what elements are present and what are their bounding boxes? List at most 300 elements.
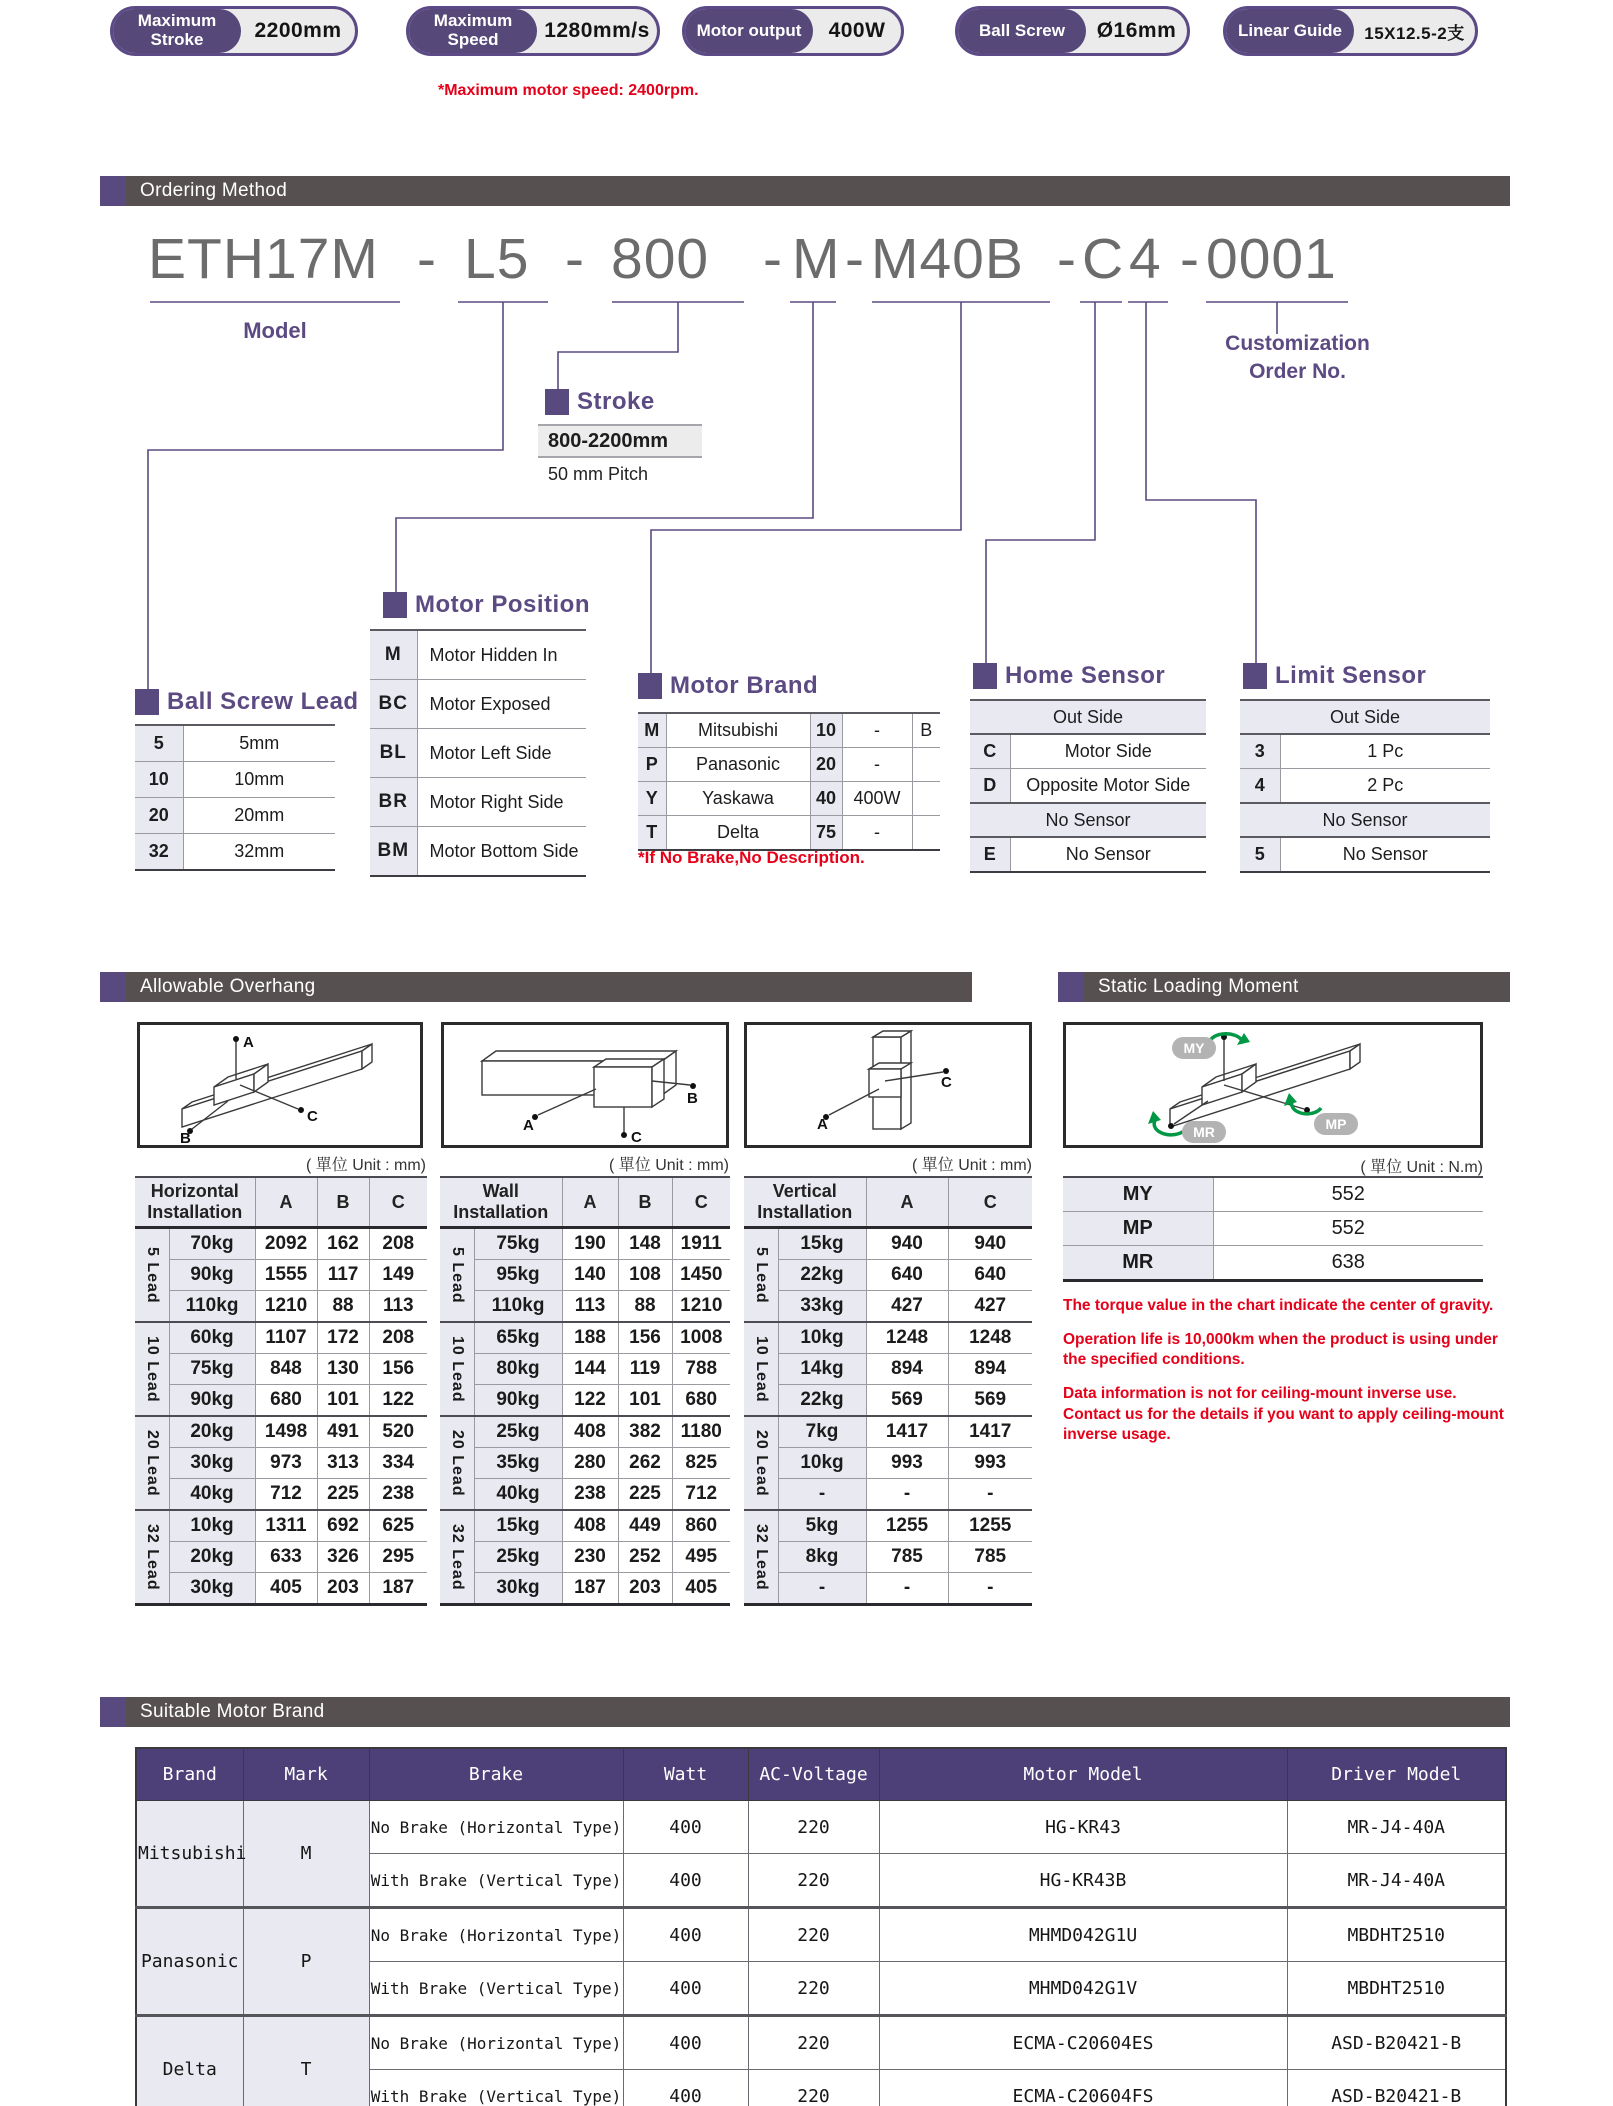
moment-label-mp: MP — [1325, 1116, 1347, 1132]
cell: 122 — [369, 1385, 427, 1417]
cell: 10kg — [169, 1510, 255, 1542]
code-dash: - — [417, 227, 437, 291]
note: Operation life is 10,000km when the product is using under the specified conditions. — [1063, 1331, 1498, 1369]
cell: With Brake (Vertical Type) — [369, 1962, 623, 2016]
section-accent-square — [100, 1697, 126, 1727]
col-header: C — [672, 1177, 730, 1228]
cell: MR-J4-40A — [1287, 1854, 1506, 1908]
section-bar-allowable-overhang — [100, 972, 972, 1002]
table-row — [440, 1354, 730, 1385]
cell: 3 — [1240, 734, 1280, 769]
customization-label — [1195, 330, 1400, 387]
cell: 75kg — [169, 1354, 255, 1385]
cell: 156 — [369, 1354, 427, 1385]
badge-label: Maximum Speed — [409, 9, 537, 53]
home-sensor-table — [970, 699, 1206, 873]
badge-value: Ø16mm — [1096, 19, 1177, 42]
home-sensor-heading — [973, 662, 1165, 690]
table-row — [135, 1510, 427, 1542]
cell: 5mm — [183, 725, 335, 762]
badge-label: Ball Screw — [958, 9, 1086, 53]
cell: BM — [370, 827, 417, 877]
table-row — [1240, 734, 1490, 769]
cell: 25kg — [474, 1542, 562, 1573]
cell: 825 — [672, 1448, 730, 1479]
table-row — [970, 734, 1206, 769]
cell: 230 — [562, 1542, 618, 1573]
code-motor-pos: M — [792, 227, 841, 291]
table-row — [744, 1416, 1032, 1448]
lead-label: 10 Lead — [440, 1322, 474, 1416]
cell: M — [370, 630, 417, 680]
table-row — [135, 762, 335, 798]
cell: 973 — [255, 1448, 317, 1479]
table-row — [136, 1908, 1506, 1962]
section-accent-square — [100, 972, 126, 1002]
table-row — [370, 680, 586, 729]
cell: 400 — [623, 2016, 748, 2070]
table-row — [135, 1260, 427, 1291]
table-row — [135, 1479, 427, 1511]
cell: 1248 — [948, 1322, 1032, 1354]
badge-linear-guide — [1223, 6, 1478, 56]
cell: 552 — [1213, 1212, 1483, 1246]
cell: 20 — [135, 798, 183, 834]
table-row — [135, 834, 335, 871]
cell: 33kg — [778, 1291, 866, 1323]
cell: 940 — [948, 1228, 1032, 1260]
cell: 4 — [1240, 769, 1280, 804]
cell: MHMD042G1V — [879, 1962, 1287, 2016]
badge-max-speed — [406, 6, 660, 56]
cell: 10 — [810, 713, 842, 748]
cell: 1911 — [672, 1228, 730, 1260]
table-header-row — [440, 1177, 730, 1228]
cell: 940 — [866, 1228, 948, 1260]
cell-brand: Mitsubishi — [136, 1801, 243, 1908]
table-row — [744, 1510, 1032, 1542]
table-row — [1240, 803, 1490, 837]
overhang-diagram-vertical — [744, 1022, 1032, 1148]
customization-line2: Order No. — [1249, 360, 1346, 384]
cell: 520 — [369, 1416, 427, 1448]
ball-screw-lead-heading — [135, 688, 359, 716]
stroke-heading — [545, 388, 655, 416]
table-row — [440, 1510, 730, 1542]
table-row — [744, 1322, 1032, 1354]
cell: 313 — [317, 1448, 369, 1479]
code-dash: - — [1180, 227, 1200, 291]
cell: 238 — [562, 1479, 618, 1511]
cell: 400 — [623, 1908, 748, 1962]
unit-label-nm: ( 單位 Unit : N.m) — [1360, 1159, 1483, 1176]
cell: 788 — [672, 1354, 730, 1385]
cell: Y — [638, 782, 666, 816]
cell: 1255 — [948, 1510, 1032, 1542]
cell: 220 — [748, 2070, 879, 2106]
cell: 405 — [672, 1573, 730, 1605]
cell: 20kg — [169, 1542, 255, 1573]
cell: Opposite Motor Side — [1010, 769, 1206, 804]
cell: 7kg — [778, 1416, 866, 1448]
ball-screw-lead-table — [135, 724, 335, 871]
table-row — [744, 1479, 1032, 1511]
cell: 400 — [623, 1801, 748, 1854]
axis-label-c: C — [941, 1074, 952, 1091]
cell: 382 — [618, 1416, 672, 1448]
axis-label-b: B — [180, 1130, 191, 1145]
cell: 1555 — [255, 1260, 317, 1291]
section-accent-square — [100, 176, 126, 206]
cell: 993 — [866, 1448, 948, 1479]
table-row — [970, 803, 1206, 837]
section-accent-square — [1058, 972, 1084, 1002]
table-title: Horizontal Installation — [135, 1177, 255, 1228]
cell: Delta — [666, 816, 810, 851]
cell: No Brake (Horizontal Type) — [369, 2016, 623, 2070]
cell: 75kg — [474, 1228, 562, 1260]
table-row — [970, 837, 1206, 872]
cell-mark: P — [243, 1908, 369, 2016]
cell: 2092 — [255, 1228, 317, 1260]
cell: MBDHT2510 — [1287, 1962, 1506, 2016]
cell: 190 — [562, 1228, 618, 1260]
cell-mark: T — [243, 2016, 369, 2106]
cell: 20mm — [183, 798, 335, 834]
table-row — [440, 1291, 730, 1323]
cell: 262 — [618, 1448, 672, 1479]
table-row — [970, 769, 1206, 804]
badge-value: 2200mm — [254, 19, 342, 42]
col-header: B — [317, 1177, 369, 1228]
cell: 10 — [135, 762, 183, 798]
badge-value: 15X12.5-2支 — [1364, 23, 1465, 43]
cell: - — [778, 1479, 866, 1511]
cell: 400W — [842, 782, 912, 816]
stroke-range: 800-2200mm — [538, 424, 702, 458]
cell: 1498 — [255, 1416, 317, 1448]
cell: 680 — [672, 1385, 730, 1417]
table-header-row — [135, 1177, 427, 1228]
cell: MY — [1063, 1177, 1213, 1212]
table-row — [440, 1322, 730, 1354]
table-header-row — [744, 1177, 1032, 1228]
motor-brand-heading — [638, 672, 818, 700]
cell: 119 — [618, 1354, 672, 1385]
cell: 130 — [317, 1354, 369, 1385]
table-row — [744, 1385, 1032, 1417]
table-row — [744, 1448, 1032, 1479]
cell: 640 — [948, 1260, 1032, 1291]
table-row — [1063, 1177, 1483, 1212]
cell: 101 — [618, 1385, 672, 1417]
table-title: Wall Installation — [440, 1177, 562, 1228]
motor-brand-table — [638, 712, 940, 851]
cell: 1008 — [672, 1322, 730, 1354]
cell — [912, 816, 940, 851]
section-title: Ordering Method — [140, 180, 288, 201]
cell: 110kg — [474, 1291, 562, 1323]
unit-label: ( 單位 Unit : mm) — [306, 1157, 426, 1174]
lead-label: 32 Lead — [744, 1510, 778, 1605]
badge-max-stroke — [110, 6, 358, 56]
cell: HG-KR43 — [879, 1801, 1287, 1854]
cell: 326 — [317, 1542, 369, 1573]
cell: 22kg — [778, 1385, 866, 1417]
badge-label: Motor output — [685, 9, 813, 53]
cell: 5 — [1240, 837, 1280, 872]
cell: 625 — [369, 1510, 427, 1542]
cell: - — [866, 1479, 948, 1511]
badge-label: Maximum Stroke — [113, 9, 241, 53]
lead-label: 32 Lead — [135, 1510, 169, 1605]
unit-label: ( 單位 Unit : mm) — [912, 1157, 1032, 1174]
cell: - — [948, 1479, 1032, 1511]
cell: 113 — [369, 1291, 427, 1323]
table-row — [135, 1573, 427, 1605]
col-header: A — [866, 1177, 948, 1228]
horizontal-rail-drawing — [140, 1025, 420, 1145]
table-row — [970, 700, 1206, 734]
cell: 30kg — [169, 1573, 255, 1605]
table-row — [135, 1542, 427, 1573]
cell: 122 — [562, 1385, 618, 1417]
heading-title: Stroke — [577, 388, 655, 415]
cell: 88 — [317, 1291, 369, 1323]
cell: 569 — [948, 1385, 1032, 1417]
col-header: Watt — [623, 1748, 748, 1801]
table-row — [1240, 769, 1490, 804]
axis-label-a: A — [817, 1116, 828, 1133]
cell: 449 — [618, 1510, 672, 1542]
cell: 220 — [748, 1962, 879, 2016]
cell: 638 — [1213, 1246, 1483, 1281]
cell: 785 — [948, 1542, 1032, 1573]
cell-mark: M — [243, 1801, 369, 1908]
col-header: C — [948, 1177, 1032, 1228]
cell: 117 — [317, 1260, 369, 1291]
cell-brand: Panasonic — [136, 1908, 243, 2016]
section-title: Static Loading Moment — [1098, 976, 1299, 997]
cell: 88 — [618, 1291, 672, 1323]
code-dash: - — [845, 227, 865, 291]
cell: - — [842, 713, 912, 748]
table-row — [135, 1416, 427, 1448]
cell: 1255 — [866, 1510, 948, 1542]
cell: 860 — [672, 1510, 730, 1542]
cell: ASD-B20421-B — [1287, 2016, 1506, 2070]
cell-group-header: No Sensor — [1240, 803, 1490, 837]
table-row — [440, 1416, 730, 1448]
cell: - — [778, 1573, 866, 1605]
cell: 1417 — [866, 1416, 948, 1448]
heading-title: Limit Sensor — [1275, 662, 1427, 689]
table-row — [638, 816, 940, 851]
cell: 40kg — [474, 1479, 562, 1511]
table-row — [135, 798, 335, 834]
customization-line1: Customization — [1225, 332, 1370, 355]
cell: 188 — [562, 1322, 618, 1354]
cell: BC — [370, 680, 417, 729]
table-header-row — [136, 1748, 1506, 1801]
col-header: Driver Model — [1287, 1748, 1506, 1801]
cell: 680 — [255, 1385, 317, 1417]
table-row — [370, 827, 586, 877]
cell: BR — [370, 778, 417, 827]
cell: 15kg — [474, 1510, 562, 1542]
cell: 65kg — [474, 1322, 562, 1354]
lead-label: 10 Lead — [135, 1322, 169, 1416]
moment-label-mr: MR — [1193, 1124, 1215, 1140]
cell: 220 — [748, 2016, 879, 2070]
cell: 252 — [618, 1542, 672, 1573]
note: Data information is not for ceiling-mount inverse use. Contact us for the details if you want to apply ceiling-mount inverse usage. — [1063, 1385, 1504, 1443]
cell: 280 — [562, 1448, 618, 1479]
table-row — [440, 1260, 730, 1291]
cell: 187 — [369, 1573, 427, 1605]
cell — [912, 782, 940, 816]
axis-label-c: C — [631, 1129, 642, 1145]
table-row — [135, 1228, 427, 1260]
cell: 113 — [562, 1291, 618, 1323]
motor-position-heading — [383, 591, 590, 619]
cell: M — [638, 713, 666, 748]
vertical-installation-table — [744, 1176, 1032, 1606]
cell: 20kg — [169, 1416, 255, 1448]
cell: - — [842, 748, 912, 782]
cell: D — [970, 769, 1010, 804]
cell: 40 — [810, 782, 842, 816]
heading-square — [545, 389, 569, 415]
cell: 140 — [562, 1260, 618, 1291]
badge-label: Linear Guide — [1226, 9, 1354, 53]
static-loading-moment-table — [1063, 1176, 1483, 1282]
cell: 220 — [748, 1854, 879, 1908]
table-row — [370, 729, 586, 778]
lead-label: 5 Lead — [135, 1228, 169, 1323]
cell: 32mm — [183, 834, 335, 871]
cell: 692 — [317, 1510, 369, 1542]
cell: MHMD042G1U — [879, 1908, 1287, 1962]
unit-label: ( 單位 Unit : mm) — [609, 1157, 729, 1174]
col-header: Mark — [243, 1748, 369, 1801]
table-row — [744, 1354, 1032, 1385]
cell: 156 — [618, 1322, 672, 1354]
cell: Yaskawa — [666, 782, 810, 816]
cell: BL — [370, 729, 417, 778]
cell: ECMA-C20604ES — [879, 2016, 1287, 2070]
cell: Motor Left Side — [417, 729, 586, 778]
lead-label: 5 Lead — [440, 1228, 474, 1323]
cell: 30kg — [169, 1448, 255, 1479]
code-motor-brand: M40B — [871, 227, 1024, 291]
cell: 14kg — [778, 1354, 866, 1385]
cell: MP — [1063, 1212, 1213, 1246]
cell: 15kg — [778, 1228, 866, 1260]
table-row — [136, 1801, 1506, 1854]
cell: C — [970, 734, 1010, 769]
cell: 712 — [672, 1479, 730, 1511]
motor-speed-note: *Maximum motor speed: 2400rpm. — [438, 82, 699, 99]
cell: T — [638, 816, 666, 851]
code-limit-sensor: 4 — [1129, 227, 1162, 291]
code-home-sensor: C — [1082, 227, 1125, 291]
cell: 295 — [369, 1542, 427, 1573]
horizontal-installation-table — [135, 1176, 427, 1606]
cell: 405 — [255, 1573, 317, 1605]
cell: 110kg — [169, 1291, 255, 1323]
cell: HG-KR43B — [879, 1854, 1287, 1908]
cell-group-header: No Sensor — [970, 803, 1206, 837]
table-row — [744, 1573, 1032, 1605]
table-row — [638, 782, 940, 816]
col-header: Brand — [136, 1748, 243, 1801]
cell: 1450 — [672, 1260, 730, 1291]
cell: 220 — [748, 1801, 879, 1854]
cell: 30kg — [474, 1573, 562, 1605]
col-header: A — [562, 1177, 618, 1228]
cell: MR — [1063, 1246, 1213, 1281]
cell: 427 — [866, 1291, 948, 1323]
table-row — [440, 1479, 730, 1511]
cell: - — [948, 1573, 1032, 1605]
cell: No Sensor — [1010, 837, 1206, 872]
cell: With Brake (Vertical Type) — [369, 2070, 623, 2106]
cell: Motor Exposed — [417, 680, 586, 729]
code-dash: - — [763, 227, 783, 291]
axis-label-b: B — [687, 1090, 698, 1107]
cell: Motor Hidden In — [417, 630, 586, 680]
col-header: B — [618, 1177, 672, 1228]
cell: MR-J4-40A — [1287, 1801, 1506, 1854]
heading-square — [638, 673, 662, 699]
cell: 894 — [948, 1354, 1032, 1385]
section-bar-suitable-motor-brand — [100, 1697, 1510, 1727]
cell: 408 — [562, 1416, 618, 1448]
table-row — [744, 1542, 1032, 1573]
table-row — [135, 725, 335, 762]
cell: ASD-B20421-B — [1287, 2070, 1506, 2106]
cell: E — [970, 837, 1010, 872]
note: The torque value in the chart indicate the center of gravity. — [1063, 1297, 1494, 1314]
cell: ECMA-C20604FS — [879, 2070, 1287, 2106]
cell: 90kg — [169, 1260, 255, 1291]
cell: 10kg — [778, 1322, 866, 1354]
suitable-motor-brand-table — [135, 1747, 1505, 2106]
lead-label: 10 Lead — [744, 1322, 778, 1416]
heading-title: Motor Brand — [670, 672, 819, 699]
cell: With Brake (Vertical Type) — [369, 1854, 623, 1908]
heading-square — [383, 592, 407, 618]
table-row — [440, 1542, 730, 1573]
heading-title: Ball Screw Lead — [167, 688, 359, 715]
lead-label: 20 Lead — [440, 1416, 474, 1510]
cell: 187 — [562, 1573, 618, 1605]
cell: Motor Bottom Side — [417, 827, 586, 877]
cell: Panasonic — [666, 748, 810, 782]
cell: 993 — [948, 1448, 1032, 1479]
cell: 894 — [866, 1354, 948, 1385]
table-row — [440, 1448, 730, 1479]
cell: 203 — [618, 1573, 672, 1605]
cell: Mitsubishi — [666, 713, 810, 748]
cell: Motor Right Side — [417, 778, 586, 827]
cell — [912, 748, 940, 782]
code-dash: - — [565, 227, 585, 291]
code-dash: - — [1057, 227, 1077, 291]
badge-value: 1280mm/s — [544, 19, 650, 42]
cell: 172 — [317, 1322, 369, 1354]
